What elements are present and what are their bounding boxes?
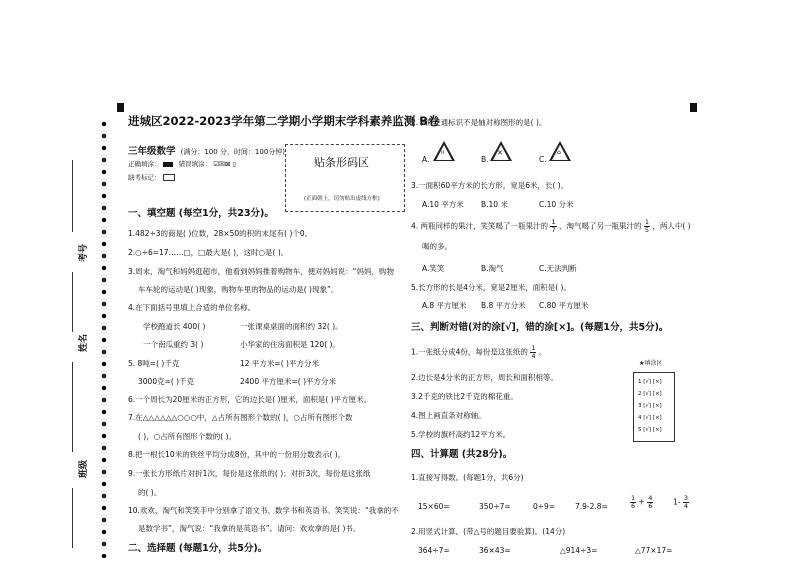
calc-5-fraction-2 — [647, 495, 653, 509]
margin-label-class: 班级 — [79, 459, 89, 478]
absent-label: 缺考标记： — [128, 173, 161, 182]
absent-checkbox[interactable] — [163, 174, 175, 181]
calc-5-fraction-1-den: 6 — [631, 501, 636, 510]
s1-q5-r1a: 5. 8吨=( )千克 — [128, 359, 180, 368]
calc-6-fraction-den: 4 — [683, 501, 689, 510]
s1-q9-line1: 9.一张长方形纸片对折1次，每份是这张纸的( )；对折3次，每份是这张纸 — [128, 469, 371, 478]
calc-5-fraction-2-num: 4 — [648, 494, 653, 502]
s3-q2: 2.边长是4分米的正方形，周长和面积相等。 — [411, 373, 558, 382]
s1-q4-r2a: 一个南瓜重约 3( ) — [143, 340, 204, 349]
exam-title: 进城区2022-2023学年第二学期小学期末学科素养监测 B卷 — [128, 114, 440, 128]
s2-q4-option-a: A.笑笑 — [422, 264, 445, 273]
answer-fill-box — [633, 372, 675, 442]
fill-area-title: ★填涂区 — [639, 360, 663, 367]
s2-q4-fraction-1-den: 7 — [551, 225, 556, 234]
s1-q4: 4.在下面括号里填上合适的单位名称。 — [128, 303, 256, 312]
s2-q4-fraction-2-den: 5 — [644, 225, 649, 234]
fill-row-1[interactable]: 1 [√] [×] — [638, 379, 662, 385]
corner-mark-right — [690, 103, 697, 112]
s1-q4-r1b: 一张课桌桌面的面积约 32( )。 — [240, 322, 343, 331]
section1-heading: 一、填空题 (每空1分，共23分)。 — [128, 208, 274, 219]
s3-q5: 5.学校的旗杆高约12平方米。 — [411, 430, 511, 439]
s3-q1 — [411, 345, 546, 359]
s1-q9-line2: 的( )。 — [138, 488, 162, 497]
s1-q6: 6.一个周长为20厘米的正方形，它的边长是( )厘米，面积是( )平方厘米。 — [128, 395, 372, 404]
vertical-calc-2: 36×43= — [479, 546, 511, 555]
s2-q4-line2: 喝的多。 — [422, 242, 452, 251]
sign-b-glyph: ✕ — [497, 149, 503, 157]
margin-line-low — [72, 362, 73, 452]
s4-q2: 2.用竖式计算。(带△号的题目要验算)。(14分) — [411, 527, 566, 536]
s2-q2-option-a: A. — [422, 155, 430, 164]
corner-mark-left — [117, 103, 124, 112]
subject-name: 三年级数学 — [128, 146, 176, 157]
fill-row-2[interactable]: 2 [√] [×] — [638, 391, 662, 397]
fill-row-5[interactable]: 5 [√] [×] — [638, 427, 662, 433]
absent-mark-line — [128, 174, 175, 181]
s3-q3: 3.2千克的铁比2千克的棉花重。 — [411, 392, 518, 401]
s3-q1-fraction — [530, 345, 536, 359]
s2-q5-option-b: B.8 平方分米 — [481, 301, 526, 310]
s2-q4-option-c: C.无法判断 — [539, 264, 577, 273]
s2-q2-option-c: C. — [539, 155, 547, 164]
correct-fill-label: 正确填涂： — [128, 160, 161, 168]
s2-q5-option-c: C.80 平方厘米 — [539, 301, 589, 310]
barcode-label: 贴条形码区 — [314, 156, 369, 169]
vertical-calc-3: △914÷3= — [560, 546, 598, 555]
calc-5-operator: + — [638, 497, 645, 507]
s2-q4-fraction-2 — [644, 219, 650, 233]
s1-q4-r1a: 学校跑道长 400( ) — [143, 322, 206, 331]
s3-q1-fraction-den: 4 — [531, 351, 536, 360]
s2-q4-line1 — [411, 219, 691, 233]
margin-label-exam-no: 考号 — [79, 243, 89, 262]
calc-3: 0÷9= — [533, 502, 556, 511]
fill-row-4[interactable]: 4 [√] [×] — [638, 415, 662, 421]
calc-6-fraction-num: 3 — [683, 494, 689, 502]
s2-q4-text-a: 4. 两瓶同样的果汁，笑笑喝了一瓶果汁的 — [411, 221, 549, 231]
subject-line — [128, 139, 285, 158]
s1-q3-line1: 3.周末，淘气和妈妈逛超市，他看到妈妈推着购物车，便对妈妈说：“妈妈，购物 — [128, 267, 395, 276]
s4-q1: 1.直接写得数。(每题1分，共6分) — [411, 473, 524, 482]
correct-fill-mark — [163, 162, 173, 167]
fill-row-3[interactable]: 3 [√] [×] — [638, 403, 662, 409]
s2-q4-fraction-1 — [550, 219, 556, 233]
section2-heading: 二、选择题 (每题1分，共5分)。 — [128, 543, 268, 554]
calc-5 — [630, 495, 653, 509]
section4-heading: 四、计算题 (共28分)。 — [411, 449, 513, 460]
margin-line-bottom — [72, 488, 73, 548]
calc-1: 15×60= — [418, 502, 450, 511]
calc-2: 350÷7= — [479, 502, 511, 511]
s2-q2: 2.下面交通标识不是轴对称图形的是( )。 — [411, 118, 547, 127]
s2-q4-text-b: ，淘气喝了另一瓶果汁的 — [558, 221, 642, 231]
s1-q10-line1: 10.欢欢、淘气和笑笑手中分别拿了语文书、数学书和英语书。笑笑说：“我拿的不 — [128, 506, 399, 515]
calc-5-fraction-1 — [630, 495, 636, 509]
barcode-area — [285, 144, 405, 212]
s1-q1: 1.482÷3的商是( )位数，28×50的积的末尾有( )个0。 — [128, 229, 313, 238]
s2-q3: 3.一面积60平方米的长方形，宽是6米，长( )。 — [411, 181, 569, 190]
s3-q1-text-b: 。 — [538, 347, 547, 357]
s2-q4-option-b: B.淘气 — [481, 264, 504, 273]
s1-q5-r2a: 3000克=( )千克 — [138, 377, 195, 386]
wrong-fill-marks: ☑☒⊠ ▯ — [213, 160, 236, 168]
calc-6-fraction — [683, 495, 689, 509]
wrong-fill-label: 错误填涂： — [178, 160, 212, 168]
s1-q5-r1b: 12 平方米=( )平方分米 — [240, 359, 319, 368]
barcode-note: (正面朝上，切勿贴出虚线方框) — [304, 196, 380, 202]
s1-q2: 2.○÷6=17……□，□最大是( )，这时○是( )。 — [128, 248, 289, 257]
margin-line-top — [72, 160, 73, 232]
margin-line-mid — [72, 272, 73, 332]
s2-q4-fraction-1-num: 1 — [551, 218, 556, 226]
sign-a-glyph: ıı — [441, 149, 445, 156]
s3-q1-fraction-num: 1 — [531, 344, 536, 352]
calc-6 — [673, 495, 689, 509]
margin-label-name: 姓名 — [79, 333, 89, 352]
s1-q7-line2: ( )，○占所有图形个数的( )。 — [138, 432, 237, 441]
fill-instructions — [128, 161, 236, 168]
calc-5-fraction-2-den: 6 — [648, 501, 653, 510]
s1-q4-r2b: 小华家的住房面积是 120( )。 — [240, 340, 340, 349]
s1-q8: 8.把一根长10米的铁丝平均分成8份，其中的一份用分数表示( )。 — [128, 450, 346, 459]
s2-q3-option-a: A.10 平方米 — [422, 200, 464, 209]
calc-4: 7.9-2.8= — [575, 502, 608, 511]
s3-q1-text-a: 1.一张纸分成4份，每份是这张纸的 — [411, 347, 528, 357]
s1-q5-r2b: 2400 平方厘米=( )平方分米 — [240, 377, 336, 386]
s2-q4-fraction-2-num: 1 — [644, 218, 649, 226]
s2-q3-option-c: C.10 分米 — [539, 200, 574, 209]
vertical-calc-1: 364÷7= — [418, 546, 450, 555]
calc-6-prefix: 1- — [673, 497, 681, 507]
binding-dot-strip — [99, 118, 109, 558]
s1-q10-line2: 是数学书”，淘气说：“我拿的是英语书”。请问：欢欢拿的是( )书。 — [138, 524, 361, 533]
s2-q5-option-a: A.8 平方厘米 — [422, 301, 467, 310]
s1-q3-line2: 车车轮的运动是( )现象，购物车里的物品的运动是( )现象”。 — [138, 285, 339, 294]
section3-heading: 三、判断对错(对的涂[√]，错的涂[×]。(每题1分，共5分)。 — [411, 322, 669, 333]
s2-q3-option-b: B.10 米 — [481, 200, 508, 209]
s3-q4: 4.图上画直条对称轴。 — [411, 411, 486, 420]
vertical-calc-4: △77×17= — [635, 546, 673, 555]
s1-q7-line1: 7.在△△△△△△○○○中，△占所有图形个数的( )，○占所有图形个数 — [128, 413, 353, 422]
s2-q2-option-b: B. — [481, 155, 489, 164]
s2-q4-text-c: ，两人中( ) — [652, 221, 691, 231]
calc-5-fraction-1-num: 1 — [631, 494, 636, 502]
s2-q5: 5.长方形的长是4分米，宽是2厘米，面积是( )。 — [411, 283, 571, 292]
sign-c-glyph: ⌂ — [557, 149, 561, 156]
score-time: (满分：100 分，时间：100分钟) — [180, 148, 286, 156]
